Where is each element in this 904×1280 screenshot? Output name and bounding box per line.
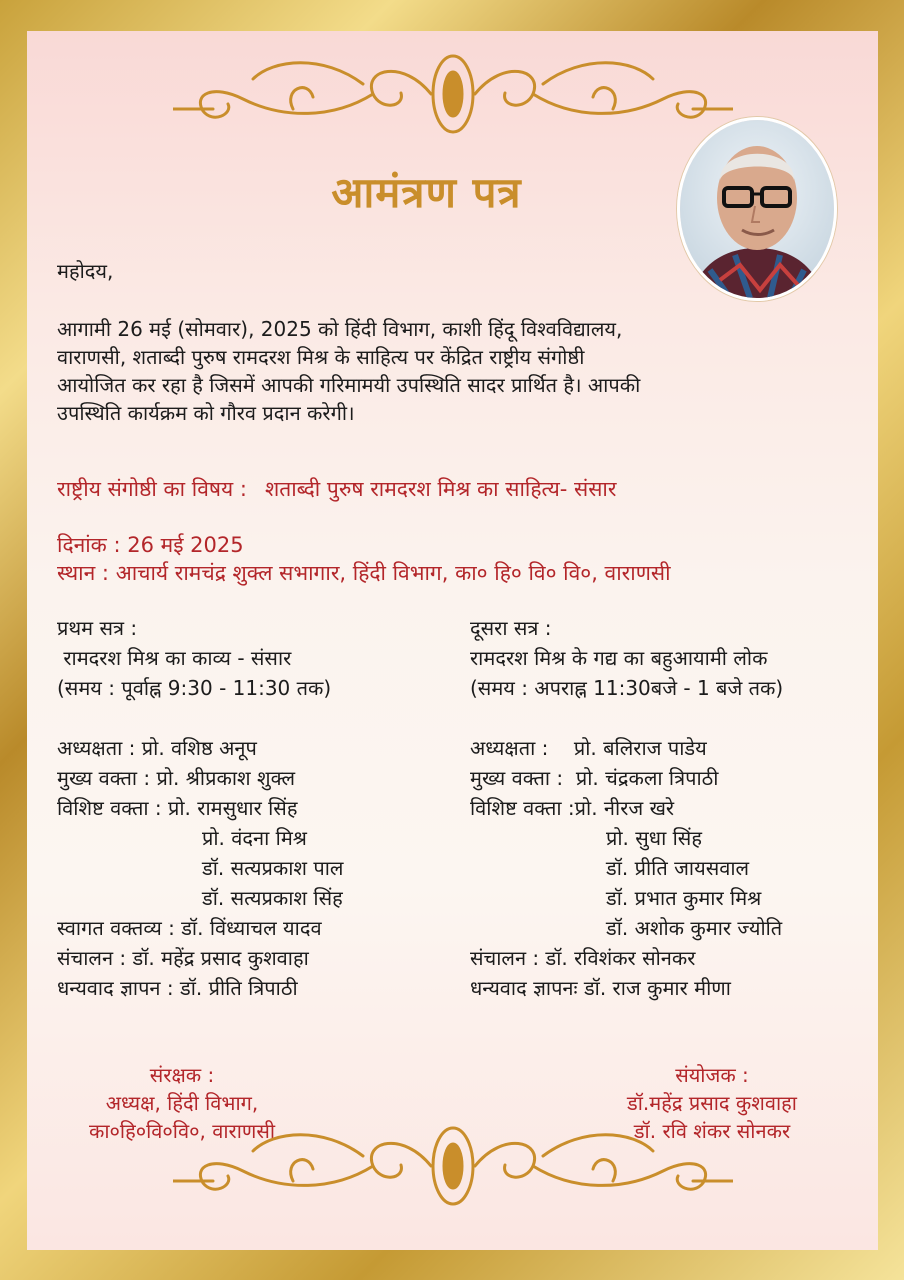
thanks-label: धन्यवाद ज्ञापनः [470, 976, 584, 1000]
welcome-row [57, 913, 457, 943]
portrait-photo [677, 117, 837, 301]
page-title: आमंत्रण पत्र [331, 168, 522, 217]
host-label: संचालन : [470, 946, 546, 970]
invitation-card [27, 31, 878, 1250]
session-heading: दूसरा सत्र : [470, 616, 552, 640]
keynote-row [470, 763, 870, 793]
session-one [57, 613, 457, 1003]
paragraph-line: आयोजित कर रहा है जिसमें आपकी गरिमामयी उपस्थिति सादर प्रार्थित है। आपकी [57, 373, 641, 397]
special-speaker: डॉ. प्रभात कुमार मिश्र [606, 886, 762, 910]
bottom-ornament-icon [173, 1121, 733, 1211]
special-speaker: प्रो. सुधा सिंह [606, 826, 702, 850]
paragraph-line: वाराणसी, शताब्दी पुरुष रामदरश मिश्र के साहित्य पर केंद्रित राष्ट्रीय संगोष्ठी [57, 345, 585, 369]
special-row [470, 793, 870, 823]
patron-heading: संरक्षक : [149, 1063, 215, 1087]
paragraph-line: आगामी 26 मई (सोमवार), 2025 को हिंदी विभाग, काशी हिंदू विश्वविद्यालय, [57, 317, 623, 341]
host-label: संचालन : [57, 946, 133, 970]
thanks-row [57, 973, 457, 1003]
host-name: डॉ. महेंद्र प्रसाद कुशवाहा [132, 946, 309, 970]
thanks-name: डॉ. राज कुमार मीणा [583, 976, 731, 1000]
special-speaker: डॉ. प्रीति जायसवाल [606, 856, 750, 880]
session-subject: रामदरश मिश्र के गद्य का बहुआयामी लोक [470, 646, 768, 670]
welcome-name: डॉ. विंध्याचल यादव [181, 916, 322, 940]
special-speaker: डॉ. सत्यप्रकाश सिंह [202, 886, 343, 910]
convenor-line: डॉ.महेंद्र प्रसाद कुशवाहा [627, 1091, 797, 1115]
special-speaker: डॉ. अशोक कुमार ज्योति [606, 916, 783, 940]
patron-line: का०हि०वि०वि०, वाराणसी [88, 1119, 276, 1143]
event-venue: स्थान : आचार्य रामचंद्र शुक्ल सभागार, हिंदी विभाग, का० हि० वि० वि०, वाराणसी [57, 561, 671, 585]
event-date: दिनांक : 26 मई 2025 [57, 533, 244, 557]
thanks-row [470, 973, 870, 1003]
keynote-name: प्रो. चंद्रकला त्रिपाठी [575, 766, 719, 790]
special-row [57, 793, 457, 823]
chair-label: अध्यक्षता : [57, 736, 142, 760]
session-subject: रामदरश मिश्र का काव्य - संसार [57, 646, 292, 670]
paragraph-line: उपस्थिति कार्यक्रम को गौरव प्रदान करेगी। [57, 401, 355, 425]
session-time: (समय : अपराह्न 11:30बजे - 1 बजे तक) [470, 676, 784, 700]
special-speaker: डॉ. सत्यप्रकाश पाल [202, 856, 344, 880]
convenor-line: डॉ. रवि शंकर सोनकर [633, 1119, 791, 1143]
special-label: विशिष्ट वक्ता : [470, 796, 575, 820]
special-speaker: प्रो. रामसुधार सिंह [168, 796, 298, 820]
host-name: डॉ. रविशंकर सोनकर [545, 946, 696, 970]
thanks-label: धन्यवाद ज्ञापन : [57, 976, 180, 1000]
session-time: (समय : पूर्वाह्न 9:30 - 11:30 तक) [57, 676, 332, 700]
thanks-name: डॉ. प्रीति त्रिपाठी [180, 976, 298, 1000]
special-speaker: प्रो. नीरज खरे [574, 796, 675, 820]
salutation: महोदय, [57, 259, 114, 283]
keynote-label: मुख्य वक्ता : [470, 766, 576, 790]
top-ornament-icon [173, 49, 733, 139]
chair-row [470, 733, 870, 763]
patron-line: अध्यक्ष, हिंदी विभाग, [105, 1091, 259, 1115]
special-speaker: प्रो. वंदना मिश्र [202, 826, 307, 850]
topic-label: राष्ट्रीय संगोष्ठी का विषय : [57, 477, 247, 501]
invitation-paragraph [57, 315, 857, 427]
convenor-heading: संयोजक : [675, 1063, 749, 1087]
special-label: विशिष्ट वक्ता : [57, 796, 168, 820]
keynote-label: मुख्य वक्ता : [57, 766, 157, 790]
keynote-row [57, 763, 457, 793]
chair-name: प्रो. बलिराज पाडेय [573, 736, 707, 760]
session-heading: प्रथम सत्र : [57, 616, 138, 640]
chair-row [57, 733, 457, 763]
seminar-topic [57, 475, 616, 503]
host-row [470, 943, 870, 973]
topic-value: शताब्दी पुरुष रामदरश मिश्र का साहित्य- संसार [264, 477, 617, 501]
chair-name: प्रो. वशिष्ठ अनूप [141, 736, 257, 760]
session-two [470, 613, 870, 1003]
chair-label: अध्यक्षता : [470, 736, 574, 760]
welcome-label: स्वागत वक्तव्य : [57, 916, 182, 940]
keynote-name: प्रो. श्रीप्रकाश शुक्ल [156, 766, 296, 790]
host-row [57, 943, 457, 973]
